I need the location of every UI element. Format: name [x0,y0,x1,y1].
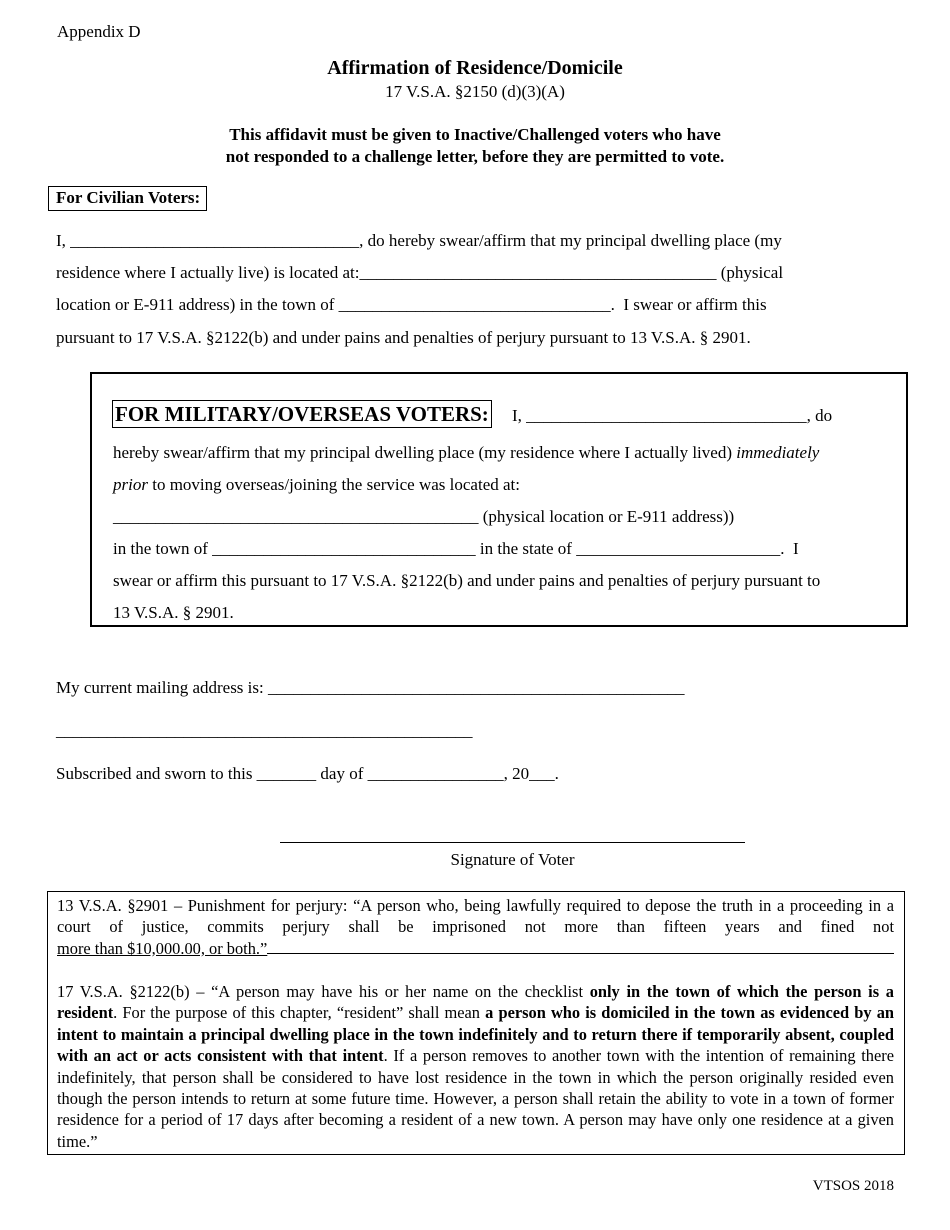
residence-text-2: . For the purpose of this chapter, “resident” shall mean [113,1003,486,1023]
civilian-affirmation-line: pursuant to 17 V.S.A. §2122(b) and under pains and penalties of perjury pursuant to 13 V.S.A. § 2901. [56,328,751,347]
residence-text-1: 17 V.S.A. §2122(b) – “A person may have his or her name on the checklist [57,982,590,1001]
mailing-address-line[interactable]: My current mailing address is: _________________________________________________ [56,678,685,697]
military-prior-text: prior [113,475,148,494]
subscribed-sworn-line[interactable]: Subscribed and sworn to this _______ day of ________________, 20___. [56,764,559,783]
signature-label: Signature of Voter [450,850,575,869]
page-title: Affirmation of Residence/Domicile [327,57,623,79]
military-affirmation-line: swear or affirm this pursuant to 17 V.S.A. §2122(b) and under pains and penalties of perjury pursuant to [113,571,821,590]
civilian-address-line[interactable]: residence where I actually live) is located at:__________________________________________ (physical [56,263,784,282]
perjury-statute-text [57,895,894,959]
military-affirmation-line-end: 13 V.S.A. § 2901. [113,603,234,622]
military-line-2-text: hereby swear/affirm that my principal dwelling place (my residence where I actually lived) [113,443,737,462]
military-immediately-text: immediately [736,443,820,462]
civilian-town-line[interactable]: location or E-911 address) in the town of ________________________________. I swear or affirm this [56,295,767,314]
residence-statute-text [57,981,894,1152]
perjury-underlined-row [57,938,894,959]
residence-bold-1: only in the town of which the person is a resident [57,982,894,1023]
footer-label: VTSOS 2018 [812,1178,894,1194]
civilian-name-line[interactable]: I, __________________________________, do hereby swear/affirm that my principal dwelling place (my [56,231,782,250]
military-address-line[interactable]: ___________________________________________ (physical location or E-911 address)) [113,507,735,526]
military-name-line[interactable]: I, _________________________________, do [512,406,833,425]
statute-citation: 17 V.S.A. §2150 (d)(3)(A) [385,82,565,101]
residence-text-3: . If a person removes to another town with the intention of remaining there indefinitely, that person shall be considered to have lost residence in the town in which the person originally resided even though the person intends to return at some future time. However, a person shall retain the ability to vote in a town of former residence for a period of 17 days after becoming a resident of a new town. A person may have only one residence at a given time.” [57,1046,894,1151]
appendix-label: Appendix D [57,22,141,41]
notice-line-2: not responded to a challenge letter, before they are permitted to vote. [225,147,725,166]
notice-line-1: This affidavit must be given to Inactive/Challenged voters who have [229,125,721,144]
perjury-underline-fill [267,938,894,954]
mailing-address-line-2[interactable]: _________________________________________________ [56,721,473,740]
military-line-2 [113,443,819,463]
military-line-3 [113,475,520,495]
perjury-text: 13 V.S.A. §2901 – Punishment for perjury: “A person who, being lawfully required to depose the truth in a proceeding in a court of justice, commits perjury shall be imprisoned not more than fifteen years and fined not [57,896,894,937]
signature-field[interactable] [280,842,745,843]
residence-bold-2: a person who is domiciled in the town as evidenced by an intent to maintain a principal dwelling place in the town indefinitely and to return there if temporarily absent, coupled with an act or acts consistent with that intent [57,1003,895,1066]
perjury-underlined-text: more than $10,000.00, or both.” [57,938,268,958]
military-line-3-text: to moving overseas/joining the service was located at: [147,475,520,494]
civilian-section-label: For Civilian Voters: [48,186,207,211]
affidavit-notice [0,124,950,168]
military-section-label: FOR MILITARY/OVERSEAS VOTERS: [112,400,492,428]
military-town-state-line[interactable]: in the town of _______________________________ in the state of ________________________. I [113,539,799,558]
